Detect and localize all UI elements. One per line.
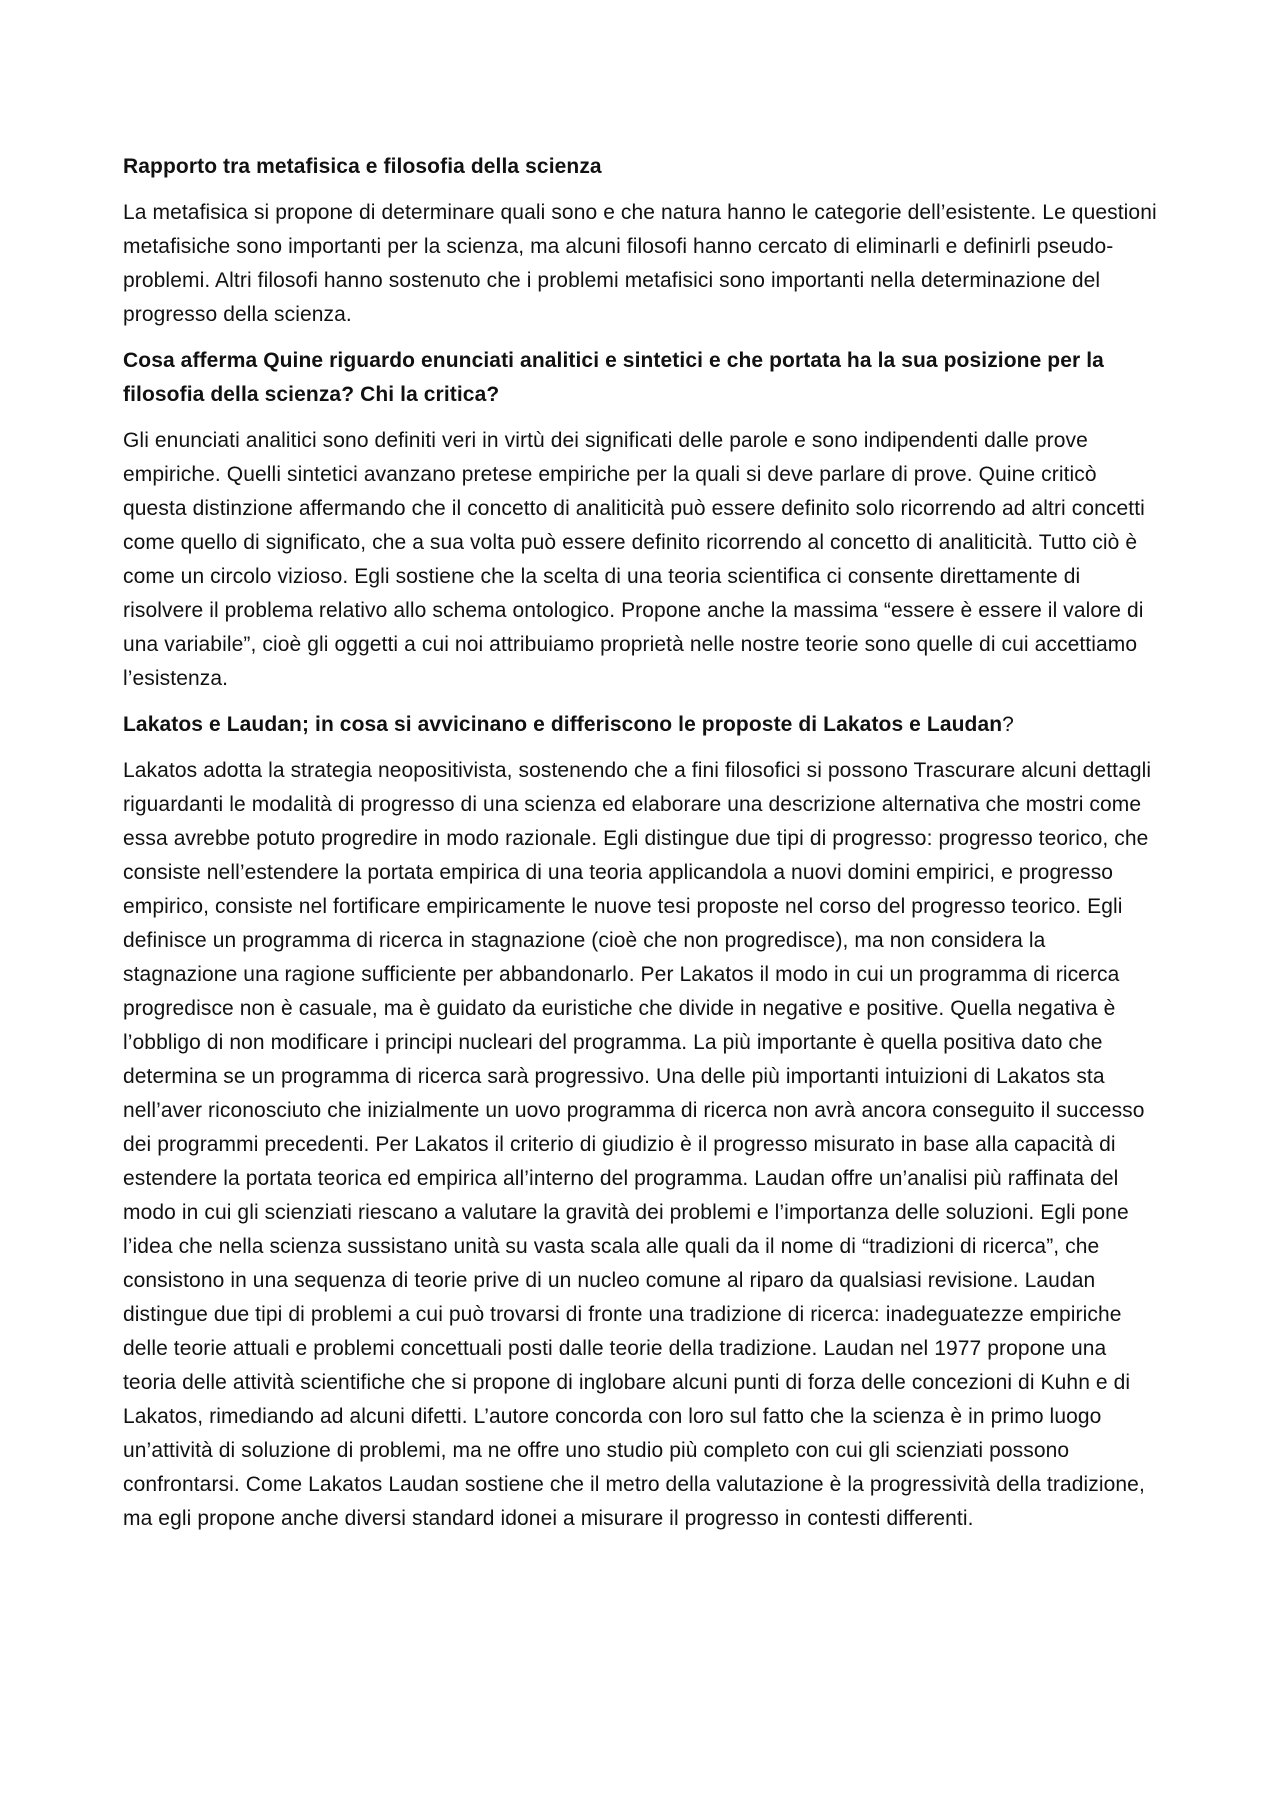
heading-tail: ? (1002, 713, 1014, 736)
document-page (123, 150, 1163, 1548)
section-body-quine: Gli enunciati analitici sono definiti veri in virtù dei significati delle parole e sono indipendenti dalle prove empiriche. Quelli sintetici avanzano pretese empiriche per la quali si deve parlare di prove. Quine criticò questa distinzione affermando che il concetto di analiticità può essere definito solo ricorrendo ad altri concetti come quello di significato, che a sua volta può essere definito ricorrendo al concetto di analiticità. Tutto ciò è come un circolo vizioso. Egli sostiene che la scelta di una teoria scientifica ci consente direttamente di risolvere il problema relativo allo schema ontologico. Propone anche la massima “essere è essere il valore di una variabile”, cioè gli oggetti a cui noi attribuiamo proprietà nelle nostre teorie sono quelle di cui accettiamo l’esistenza. (123, 429, 1145, 690)
section-heading-metafisica (123, 150, 1163, 184)
section-body-lakatos-laudan: Lakatos adotta la strategia neopositivista, sostenendo che a fini filosofici si possono Trascurare alcuni dettagli riguardanti le modalità di progresso di una scienza ed elaborare una descrizione alternativa che mostri come essa avrebbe potuto progredire in modo razionale. Egli distingue due tipi di progresso: progresso teorico, che consiste nell’estendere la portata empirica di una teoria applicandola a nuovi domini empirici, e progresso empirico, consiste nel fortificare empiricamente le nuove tesi proposte nel corso del progresso teorico. Egli definisce un programma di ricerca in stagnazione (cioè che non progredisce), ma non considera la stagnazione una ragione sufficiente per abbandonarlo. Per Lakatos il modo in cui un programma di ricerca progredisce non è casuale, ma è guidato da euristiche che divide in negative e positive. Quella negativa è l’obbligo di non modificare i principi nucleari del programma. La più importante è quella positiva dato che determina se un programma di ricerca sarà progressivo. Una delle più importanti intuizioni di Lakatos sta nell’aver riconosciuto che inizialmente un uovo programma di ricerca non avrà ancora conseguito il successo dei programmi precedenti. Per Lakatos il criterio di giudizio è il progresso misurato in base alla capacità di estendere la portata teorica ed empirica all’interno del programma. Laudan offre un’analisi più raffinata del modo in cui gli scienziati riescano a valutare la gravità dei problemi e l’importanza delle soluzioni. Egli pone l’idea che nella scienza sussistano unità su vasta scala alle quali da il nome di “tradizioni di ricerca”, che consistono in una sequenza di teorie prive di un nucleo comune al riparo da qualsiasi revisione. Laudan distingue due tipi di problemi a cui può trovarsi di fronte una tradizione di ricerca: inadeguatezze empiriche delle teorie attuali e problemi concettuali posti dalle teorie della tradizione. Laudan nel 1977 propone una teoria delle attività scientifiche che si propone di inglobare alcuni punti di forza delle concezioni di Kuhn e di Lakatos, rimediando ad alcuni difetti. L’autore concorda con loro sul fatto che la scienza è in primo luogo un’attività di soluzione di problemi, ma ne offre uno studio più completo con cui gli scienziati possono confrontarsi. Come Lakatos Laudan sostiene che il metro della valutazione è la progressività della tradizione, ma egli propone anche diversi standard idonei a misurare il progresso in contesti differenti. (123, 759, 1152, 1530)
section-body-metafisica: La metafisica si propone di determinare quali sono e che natura hanno le categorie dell’esistente. Le questioni metafisiche sono importanti per la scienza, ma alcuni filosofi hanno cercato di eliminarli e definirli pseudo-problemi. Altri filosofi hanno sostenuto che i problemi metafisici sono importanti nella determinazione del progresso della scienza. (123, 201, 1157, 326)
heading-text: Cosa afferma Quine riguardo enunciati analitici e sintetici e che portata ha la sua posizione per la filosofia della scienza? Chi la critica? (123, 349, 1104, 406)
heading-text: Rapporto tra metafisica e filosofia della scienza (123, 155, 602, 178)
section-heading-lakatos-laudan (123, 708, 1163, 742)
heading-text: Lakatos e Laudan; in cosa si avvicinano e differiscono le proposte di Lakatos e Laudan (123, 713, 1003, 736)
section-heading-quine (123, 344, 1163, 412)
